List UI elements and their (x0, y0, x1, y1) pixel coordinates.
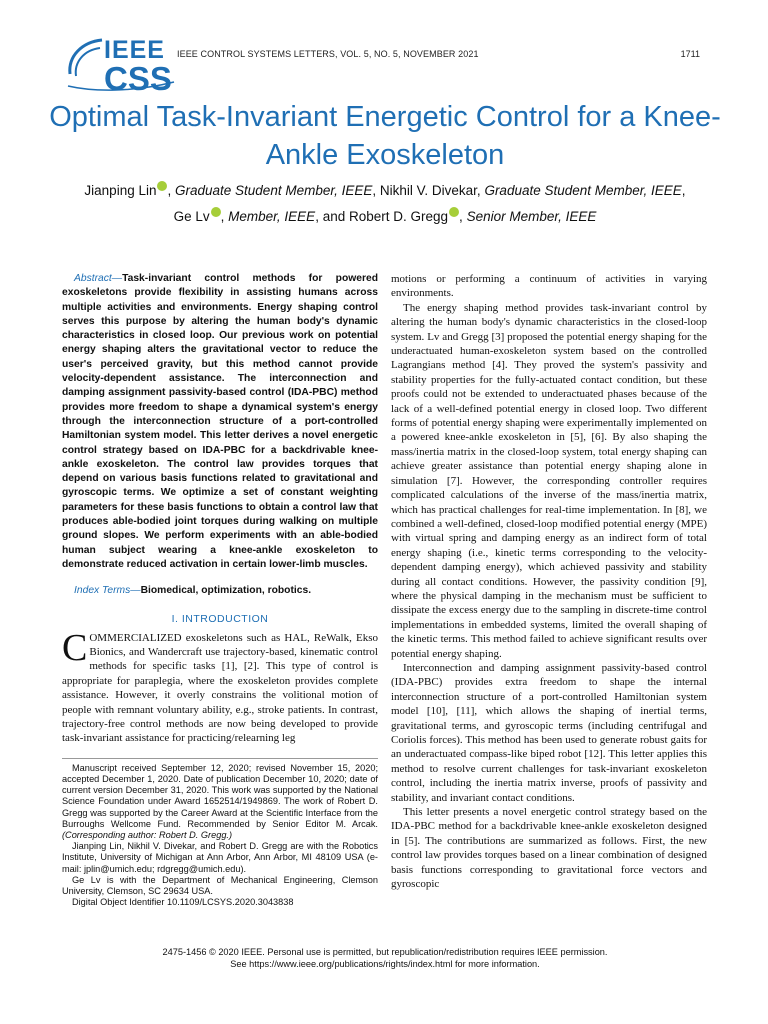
body-paragraph: The energy shaping method provides task-invariant control by altering the human body's dynamic characteristics in the closed-loop system. Lv and Gregg [3] proposed the potential energy shaping for the underactuated human-exoskeleton system based on the controlled Lagrangians method [4]. They proved the system's passivity and stability properties for the fully-actuated contact condition, but these proofs could not be extended to underactuated phases because of the lack of a well-defined potential energy in closed loop. Two different forms of potential energy shaping were experimentally implemented on a powered knee-ankle exoskeleton in [5], [6]. By also shaping the mass/inertia matrix in the closed-loop system, total energy shaping can achieve greater assistance than potential energy shaping alone in simulation [7]. However, the corresponding controller requires complicated calculations of the inverse of the mass/inertia matrix, which has practical challenges for real-time implementation. In [8], we combined a well-defined, closed-loop modified potential energy (MPE) with virtual spring and damping energy as an indirect form of total energy shaping (i.e., kinetic terms corresponding to the velocity-dependent damping energy), which achieved passivity and stability during all contact conditions. However, the passivity condition [9], where the physical damping in the mechanism must be sufficient to dissipate the excess energy due to the sampling in discrete-time control implementations in embedded systems, limited the overall shaping of the kinetic terms. This method failed to achieve significant results over potential energy shaping. (391, 301, 707, 660)
ieee-css-logo (64, 34, 176, 96)
logo-css-text: CSS (104, 60, 172, 97)
author-name: Nikhil V. Divekar (379, 183, 477, 198)
author-name: Jianping Lin (84, 183, 157, 198)
author-name: and Robert D. Gregg (322, 209, 449, 224)
author-line-1: Jianping Lin , Graduate Student Member, IEEE, Nikhil V. Divekar, Graduate Student Member, IEEE, (84, 183, 686, 198)
paper-title: Optimal Task-Invariant Energetic Control for a Knee-Ankle Exoskeleton (49, 101, 721, 171)
rights-link[interactable]: See https://www.ieee.org/publications/rights/index.html for more information. (230, 958, 540, 969)
body-paragraph: This letter presents a novel energetic control strategy based on the IDA-PBC method for a backdrivable knee-ankle exoskeleton designed in [5]. The contributions are summarized as follows. First, the new control law provides torques based on a linear combination of designed basis functions corresponding to gravitational force vectors and gyroscopic (391, 806, 707, 891)
author-line-2: Ge Lv , Member, IEEE, and Robert D. Gregg , Senior Member, IEEE (173, 209, 597, 224)
index-terms-text: Biomedical, optimization, robotics. (140, 585, 312, 597)
author-role: Graduate Student Member, IEEE (484, 183, 682, 198)
footnotes (62, 758, 378, 909)
journal-running-head: IEEE CONTROL SYSTEMS LETTERS, VOL. 5, NO. 5, NOVEMBER 2021 (177, 49, 479, 59)
orcid-icon[interactable] (211, 207, 221, 217)
intro-text: OMMERCIALIZED exoskeletons such as HAL, ReWalk, Ekso Bionics, and Wandercraft use trajectory-based, kinematic control methods for specific tasks [1], [2]. This type of control is appropriate for paraplegia, where the exoskeleton provides complete assistance. However, it overly constrains the volitional motion of people with remnant voluntary ability, e.g., stroke patients. In contrast, trajectory-free control methods are now being developed to provide task-invariant assistance for practicing/relearning leg (62, 631, 378, 745)
body-paragraph: motions or performing a continuum of activities in varying environments. (391, 273, 707, 300)
footnote-affiliation-2: Ge Lv is with the Department of Mechanical Engineering, Clemson University, Clemson, SC 29634 USA. (62, 874, 378, 897)
page-number: 1711 (680, 49, 700, 59)
logo-ieee-text: IEEE (104, 36, 165, 64)
author-role: Senior Member, IEEE (466, 209, 597, 224)
intro-paragraph (62, 626, 378, 746)
drop-cap: C (62, 626, 88, 669)
right-column (391, 272, 707, 891)
section-heading: I. INTRODUCTION (171, 612, 269, 625)
author-role: Graduate Student Member, IEEE (175, 183, 373, 198)
copyright-line: 2475-1456 © 2020 IEEE. Personal use is permitted, but republication/redistribution requires IEEE permission. (162, 947, 608, 957)
left-column (62, 272, 378, 908)
abstract-label: Abstract— (74, 273, 123, 284)
index-terms (62, 584, 378, 598)
abstract-text: Task-invariant control methods for powered exoskeletons provide flexibility in assisting humans across multiple activities and environments. Energy shaping control serves this purpose by altering the human body's dynamic characteristics in closed loop. Our previous work on potential energy shaping alters the gravitational vector to reduce the user's perceived gravity, but this method cannot provide velocity-dependent assistance. The interconnection and damping assignment passivity-based control (IDA-PBC) method provides more freedom to shape a dynamical system's energy through the interconnection structure of a port-controlled Hamiltonian system model. This letter derives a novel energetic control strategy based on IDA-PBC for a backdrivable knee-ankle exoskeleton. The control law provides torques that depend on various basis functions related to gravitational and gyroscopic terms. We optimize a set of constant weighting parameters for these basis functions to obtain a control law that produces able-bodied joint torques during walking on multiple ground slopes. We perform experiments with an able-bodied human subject wearing a knee-ankle exoskeleton to demonstrate reduced activation in certain lower-limb muscles. (62, 273, 378, 570)
corresponding-author: (Corresponding author: Robert D. Gregg.) (62, 830, 233, 840)
copyright-footer (40, 947, 730, 970)
footnote-manuscript (62, 763, 378, 841)
author-role: Member, IEEE (228, 209, 316, 224)
footnote-manuscript-text: Manuscript received September 12, 2020; revised November 15, 2020; accepted December 1, 2020. Date of publication December 10, 2020; date of current version December 31, 2020. This work was supported by the National Science Foundation under Award 1652514/1949869. The work of Robert D. Gregg was supported by the Career Award at the Scientific Interface from the Burroughs Wellcome Fund. Recommended by Senior Editor M. Arcak. (62, 762, 378, 829)
index-terms-label: Index Terms— (74, 585, 141, 597)
abstract (62, 272, 378, 572)
body-paragraph: Interconnection and damping assignment passivity-based control (IDA-PBC) provides extra freedom to shape the internal interconnection structure of a port-controlled Hamiltonian system model [10], [11], which allows the shaping of inertial terms, gravitational terms, and gyroscopic terms (including centrifugal and Coriolis forces). This method has been used to generate robust gaits for an underactuated compass-like biped robot [12]. This letter applies this method to resolve current challenges for task-invariant exoskeleton control, including the inertia matrix inverse, proofs of passivity and stability, and invariant contact conditions. (391, 661, 707, 804)
author-name: Ge Lv (173, 209, 210, 224)
orcid-icon[interactable] (157, 181, 167, 191)
orcid-icon[interactable] (449, 207, 459, 217)
footnote-affiliation-1: Jianping Lin, Nikhil V. Divekar, and Robert D. Gregg are with the Robotics Institute, University of Michigan at Ann Arbor, Ann Arbor, MI 48109 USA (e-mail: jplin@umich.edu; rdgregg@umich.edu). (62, 841, 378, 874)
author-list (40, 178, 730, 230)
footnote-doi: Digital Object Identifier 10.1109/LCSYS.2020.3043838 (72, 897, 294, 908)
